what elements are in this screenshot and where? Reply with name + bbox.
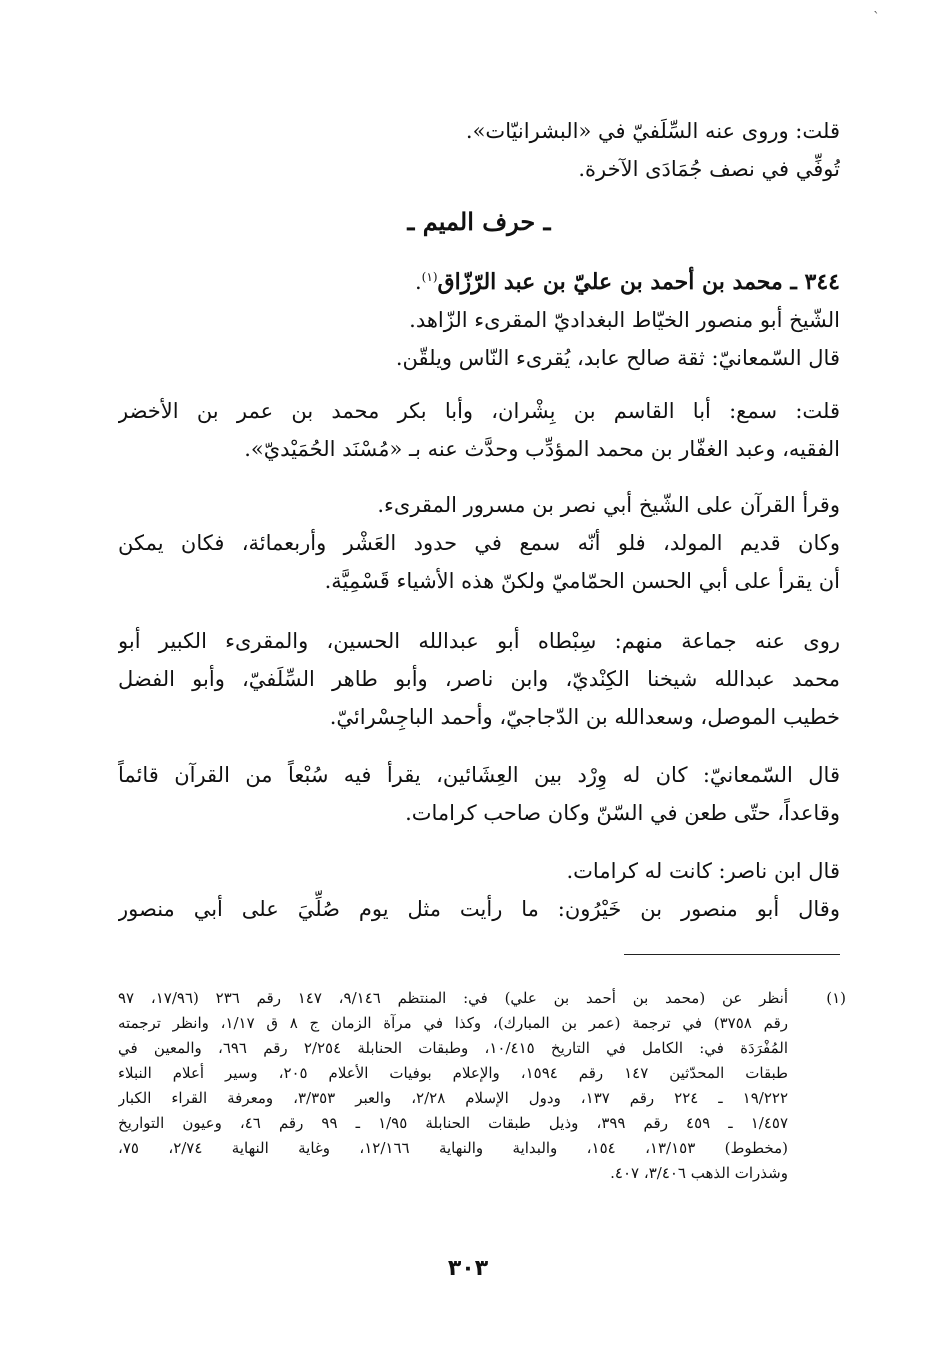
footnote-line: رقم ٣٧٥٨) في ترجمة (عمر بن المبارك)، وكذا في مرآة الزمان ج ٨ ق ١/١٧، وانظر ترجمته bbox=[118, 1014, 788, 1032]
body-line: وقاعداً، حتّى طعن في السّنّ وكان صاحب كرامات. bbox=[405, 801, 840, 825]
body-line: قال السّمعانيّ: ثقة صالح عابد، يُقرىء النّاس ويلقّن. bbox=[395, 346, 840, 370]
paragraph bbox=[118, 392, 840, 468]
body-line: قال السّمعانيّ: كان له وِرْد بين العِشَائين، يقرأ فيه سُبْعاً من القرآن قائماً bbox=[118, 763, 840, 787]
footnote-line: (مخطوط) ١٣/١٥٣، ١٥٤، والبداية والنهاية ١٢/١٦٦، وغاية النهاية ٢/٧٤، ٧٥، bbox=[118, 1139, 788, 1157]
paragraph bbox=[118, 622, 840, 736]
body-line: قلت: وروى عنه السِّلَفيّ في «البشرانيّات». bbox=[465, 119, 840, 143]
page-number: ٣٠٣ bbox=[447, 1256, 489, 1281]
footnote-line: وشذرات الذهب ٣/٤٠٦، ٤٠٧. bbox=[610, 1164, 788, 1182]
footnote-line: طبقات المحدّثين ١٤٧ رقم ١٥٩٤، والإعلام بوفيات الأعلام ٢٠٥، وسير أعلام النبلاء bbox=[118, 1064, 788, 1082]
corner-mark: ` bbox=[873, 10, 880, 26]
body-line: خطيب الموصل، وسعدالله بن الدّجاجيّ، وأحمد الباجِسْرائيّ. bbox=[329, 705, 840, 729]
footnote-line: أنظر عن (محمد بن أحمد بن علي) في: المنتظم ٩/١٤٦، ١٤٧ رقم ٢٣٦ (١٧/٩٦، ٩٧ bbox=[118, 989, 788, 1007]
opening-lines bbox=[118, 112, 840, 188]
body-line: أن يقرأ على أبي الحسن الحمّاميّ ولكنّ هذه الأشياء قَسْمِيَّة. bbox=[324, 569, 840, 593]
body-line: وقرأ القرآن على الشّيخ أبي نصر بن مسرور المقرىء. bbox=[377, 493, 840, 517]
body-line: محمد عبدالله شيخنا الكِنْديّ، وابن ناصر، وأبو طاهر السِّلَفيّ، وأبو الفضل bbox=[118, 667, 840, 691]
body-line: تُوفِّي في نصف جُمَادَى الآخرة. bbox=[578, 157, 840, 181]
footnote bbox=[118, 986, 844, 1186]
body-line: وكان قديم المولد، فلو أنّه سمع في حدود العَشْر وأربعمائة، فكان يمكن bbox=[118, 531, 840, 555]
footnote-line: المُفْرَدَة في: الكامل في التاريخ ١٠/٤١٥، وطبقات الحنابلة ٢/٢٥٤ رقم ٦٩٦، والمعين في bbox=[118, 1039, 788, 1057]
entry-title-line bbox=[118, 258, 840, 301]
paragraph bbox=[118, 852, 840, 928]
footnote-line: ١/٤٥٧ ـ ٤٥٩ رقم ٣٩٩، وذيل طبقات الحنابلة ١/٩٥ ـ ٩٩ رقم ٤٦، وعيون التواريخ bbox=[118, 1114, 788, 1132]
body-line: قال ابن ناصر: كانت له كرامات. bbox=[566, 859, 840, 883]
body-line: روى عنه جماعة منهم: سِبْطاه أبو عبدالله الحسين، والمقرىء الكبير أبو bbox=[118, 629, 840, 653]
body-line: وقال أبو منصور بن خَيْرُون: ما رأيت مثل يوم صُلِّيَ على أبي منصور bbox=[118, 897, 840, 921]
footnote-ref: (١) bbox=[421, 270, 438, 284]
footnote-number: (١) bbox=[826, 989, 846, 1007]
paragraph bbox=[118, 756, 840, 832]
footnote-body bbox=[118, 986, 788, 1186]
body-line: قلت: سمع: أبا القاسم بن بِشْران، وأبا بكر محمد بن عمر بن الأخضر bbox=[118, 399, 840, 423]
footnote-separator bbox=[624, 954, 840, 955]
body-line: الفقيه، وعبد الغفّار بن محمد المؤدِّب وحدَّث عنه بـ «مُسْنَد الحُمَيْديّ». bbox=[244, 437, 840, 461]
entry-block bbox=[118, 258, 840, 377]
section-heading: ـ حرف الميم ـ bbox=[407, 207, 551, 236]
entry-title: ٣٤٤ ـ محمد بن أحمد بن عليّ بن عبد الرّزّاق bbox=[437, 269, 840, 295]
footnote-line: ١٩/٢٢٢ ـ ٢٢٤ رقم ١٣٧، ودول الإسلام ٢/٢٨، والعبر ٣/٣٥٣، ومعرفة القراء الكبار bbox=[118, 1089, 788, 1107]
entry-title-period: . bbox=[414, 270, 422, 294]
body-line: الشّيخ أبو منصور الخيّاط البغداديّ المقرىء الزّاهد. bbox=[409, 308, 840, 332]
paragraph bbox=[118, 486, 840, 600]
